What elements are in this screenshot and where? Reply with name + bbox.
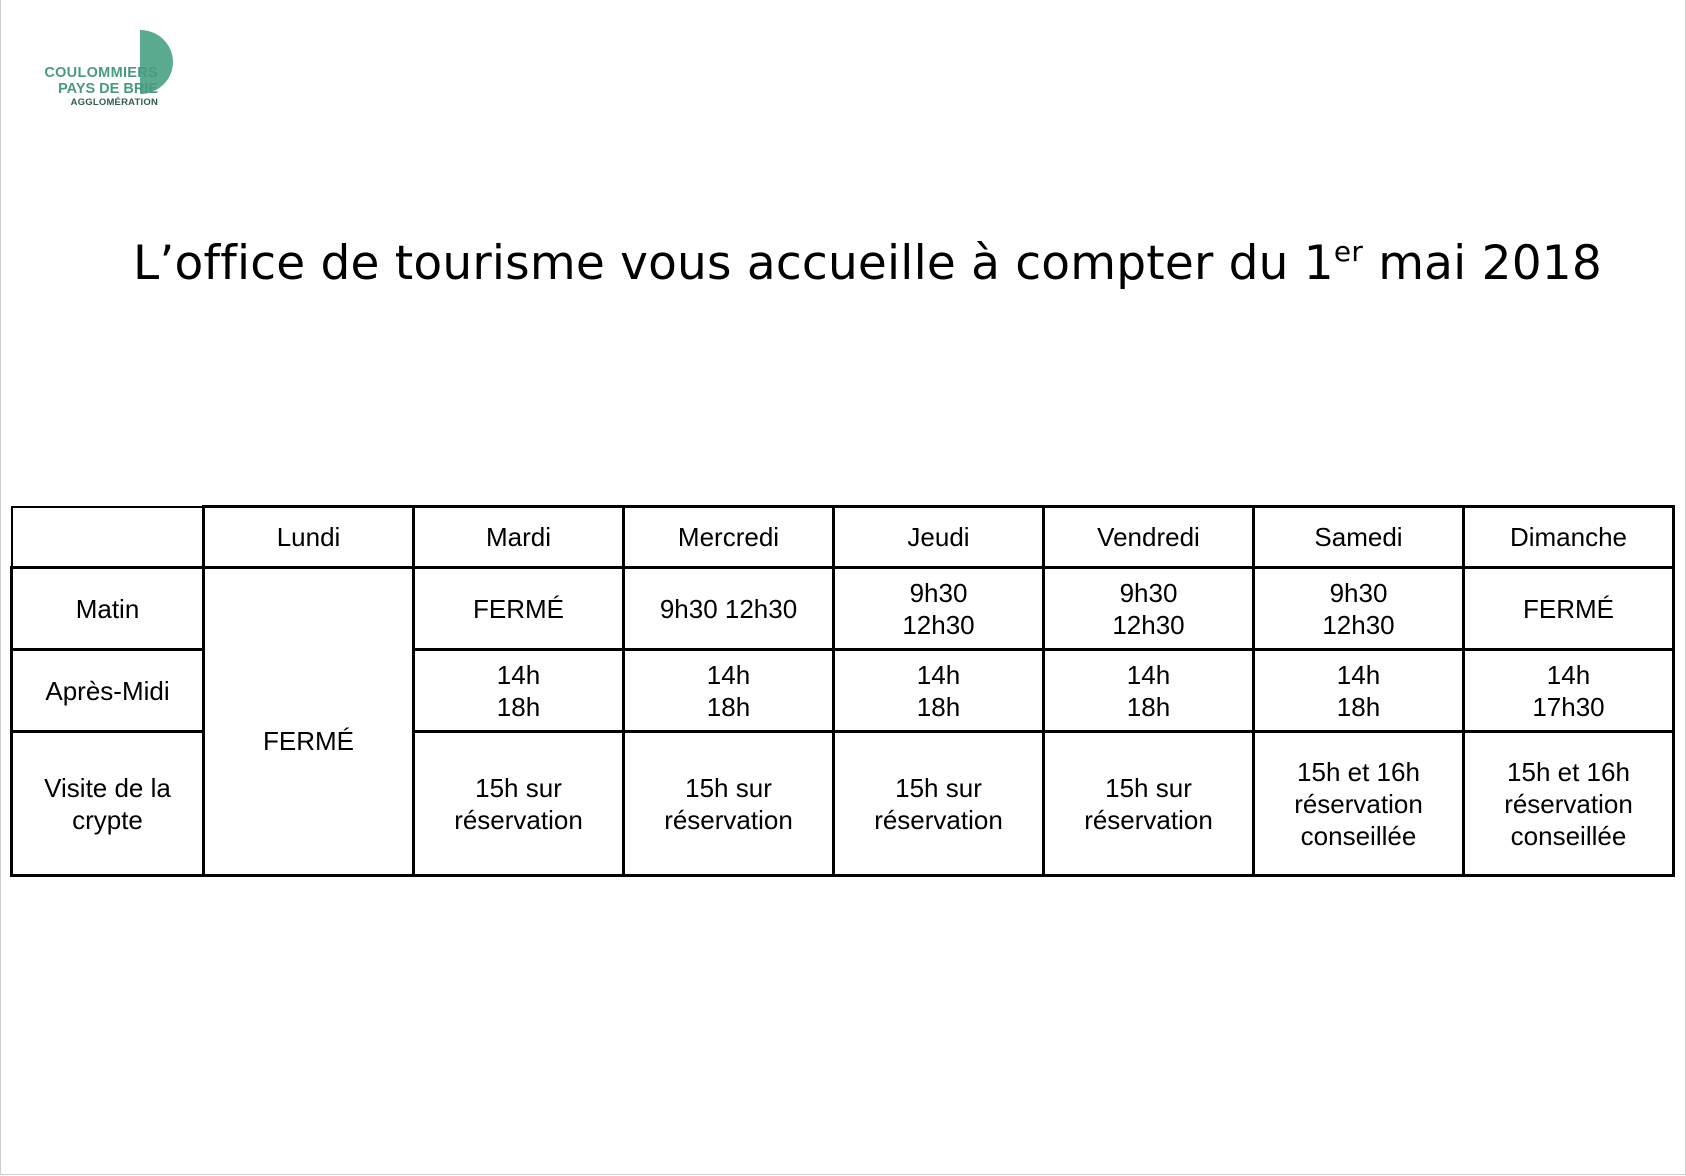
row-label-text: Visite de la crypte xyxy=(44,772,171,835)
cell-text: 15h sur réservation xyxy=(874,772,1003,835)
opening-hours-table xyxy=(10,505,1675,877)
cell-text: 9h30 12h30 xyxy=(659,593,798,624)
table-row-matin xyxy=(12,568,1674,650)
row-label-text: Après-Midi xyxy=(45,675,170,706)
cell-am-mercredi xyxy=(624,650,834,732)
cell-text: 15h et 16h réservation conseillée xyxy=(1504,756,1633,851)
day-header-lundi: Lundi xyxy=(204,507,414,568)
day-header-dimanche: Dimanche xyxy=(1464,507,1674,568)
cell-visite-dimanche xyxy=(1464,732,1674,876)
cell-matin-dimanche xyxy=(1464,568,1674,650)
cell-text: 9h30 12h30 xyxy=(902,577,975,640)
page-title xyxy=(0,236,1686,291)
day-header-mercredi: Mercredi xyxy=(624,507,834,568)
row-label-text: Matin xyxy=(75,593,140,624)
cell-matin-mercredi xyxy=(624,568,834,650)
cell-text: FERMÉ xyxy=(1523,593,1614,624)
cell-am-vendredi xyxy=(1044,650,1254,732)
cell-text: 15h sur réservation xyxy=(1084,772,1213,835)
logo-line-1: COULOMMIERS xyxy=(44,65,158,81)
cell-text: 14h 18h xyxy=(706,659,751,722)
day-header-jeudi: Jeudi xyxy=(834,507,1044,568)
cell-text: 14h 18h xyxy=(1126,659,1171,722)
table-header-row xyxy=(12,507,1674,568)
logo-line-3: AGGLOMÉRATION xyxy=(70,97,158,108)
day-header-vendredi: Vendredi xyxy=(1044,507,1254,568)
cell-visite-vendredi xyxy=(1044,732,1254,876)
logo-line-2: PAYS DE BRIE xyxy=(58,80,158,97)
cell-matin-vendredi xyxy=(1044,568,1254,650)
cell-text: 14h 17h30 xyxy=(1532,659,1605,722)
cell-visite-samedi xyxy=(1254,732,1464,876)
cell-text: 14h 18h xyxy=(1336,659,1381,722)
cell-text: FERMÉ xyxy=(473,593,564,624)
cell-text: 9h30 12h30 xyxy=(1112,577,1185,640)
cell-text: 14h 18h xyxy=(496,659,541,722)
row-label-visite-crypte xyxy=(12,732,204,876)
cell-visite-mardi xyxy=(414,732,624,876)
cell-matin-jeudi xyxy=(834,568,1044,650)
cell-am-mardi xyxy=(414,650,624,732)
logo-text xyxy=(18,66,158,108)
cell-text: 15h sur réservation xyxy=(664,772,793,835)
title-text: L’office de tourisme vous accueille à compter du 1 xyxy=(132,236,1334,291)
table-corner-cell xyxy=(12,507,204,568)
row-label-matin xyxy=(12,568,204,650)
cell-am-jeudi xyxy=(834,650,1044,732)
row-label-apres-midi xyxy=(12,650,204,732)
lundi-closed-cell xyxy=(204,568,414,876)
cell-matin-mardi xyxy=(414,568,624,650)
cell-visite-mercredi xyxy=(624,732,834,876)
cell-visite-jeudi xyxy=(834,732,1044,876)
cell-am-dimanche xyxy=(1464,650,1674,732)
cell-text: 14h 18h xyxy=(916,659,961,722)
day-header-mardi: Mardi xyxy=(414,507,624,568)
cell-am-samedi xyxy=(1254,650,1464,732)
cell-text: 15h sur réservation xyxy=(454,772,583,835)
cell-text: 15h et 16h réservation conseillée xyxy=(1294,756,1423,851)
day-header-samedi: Samedi xyxy=(1254,507,1464,568)
title-superscript: er xyxy=(1333,235,1364,268)
coulommiers-logo xyxy=(18,28,198,108)
cell-matin-samedi xyxy=(1254,568,1464,650)
title-text-end: mai 2018 xyxy=(1363,236,1602,291)
cell-text: 9h30 12h30 xyxy=(1322,577,1395,640)
lundi-closed-text: FERMÉ xyxy=(263,725,354,756)
